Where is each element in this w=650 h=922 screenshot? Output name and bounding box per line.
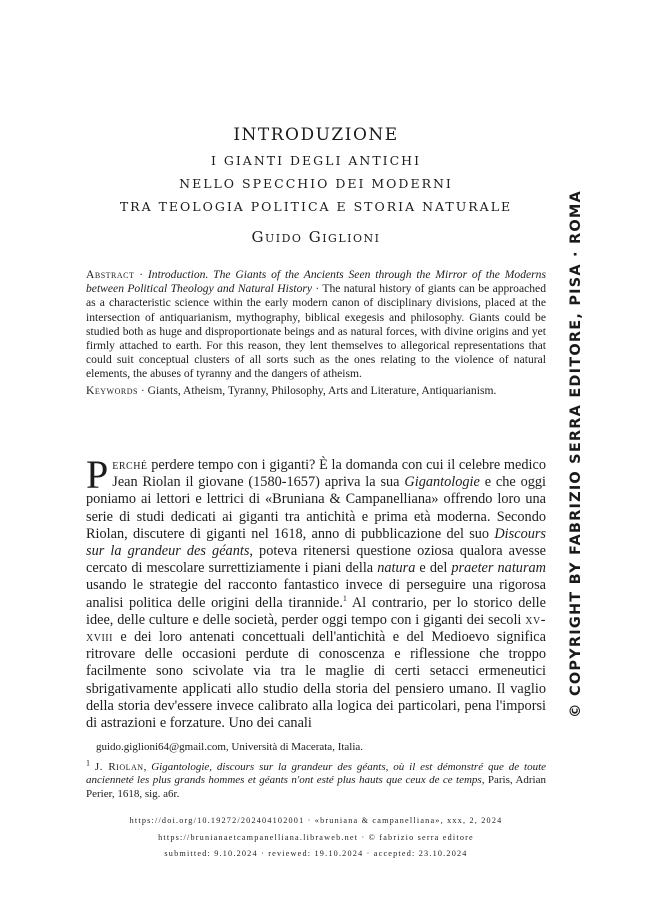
body-text-run: e che oggi poniamo ai lettori e lettrici di «Bruniana & Campanelliana» offrendo loro una serie di studi dedicati ai giganti tra antichità e prima età moderna. Secondo Riolan, discutere di giganti nel 1618, anno di pubblicazione del suo: [86, 474, 547, 542]
author-email-note: guido.giglioni64@gmail.com, Università di Macerata, Italia.: [96, 741, 364, 753]
footnote-number: 1: [86, 757, 90, 767]
footnote-reference[interactable]: 1: [342, 593, 347, 603]
body-text-run: e del: [415, 560, 452, 577]
body-text-run: usando le strategie del racconto fantastico invece di perseguire una rigorosa analisi politica delle origini della tirannide.: [86, 577, 546, 611]
keywords-label: Keywords: [86, 383, 138, 397]
doi-line[interactable]: https://doi.org/10.19272/202404102001 · «bruniana & campanelliana», xxx, 2, 2024: [129, 816, 503, 825]
italic-term: Discours sur la grandeur des géants: [86, 525, 546, 560]
dates-line: submitted: 9.10.2024 · reviewed: 19.10.2024 · accepted: 23.10.2024: [164, 849, 468, 858]
abstract: [86, 268, 546, 398]
footnote-1: [86, 757, 547, 802]
footnote-rest: , Paris, Adrian Perier, 1618, sig. a6r.: [86, 774, 546, 800]
italic-term: Gigantologie: [404, 474, 480, 491]
footnote-separator: ,: [143, 760, 152, 773]
abstract-separator: ·: [134, 268, 148, 281]
body-text-run: , poteva ritenersi questione oziosa qualora avesse cercato di mescolare surrettiziamente i piani della: [86, 543, 546, 577]
body-text-run: Al contrario, per lo storico delle idee, delle culture e delle società, perder oggi tempo con i giganti dei secoli: [86, 594, 547, 628]
first-word: erché: [112, 457, 148, 473]
subtitle-line: TRA TEOLOGIA POLITICA E STORIA NATURALE: [119, 199, 513, 214]
subtitle-line: NELLO SPECCHIO DEI MODERNI: [179, 176, 453, 191]
keywords: [86, 384, 546, 398]
footnote-title: Gigantologie, discours sur la grandeur des géants, où il est démonstré que de toute ancienneté les plus grands hommes et géants n'ont esté plus hauts que ceux de ce temps: [86, 760, 547, 786]
body-text-run: perdere tempo con i giganti? È la domanda con cui il celebre medico Jean Riolan il giovane (1580-1657) apriva la sua: [112, 457, 546, 491]
copyright-sidebar: [566, 190, 586, 718]
author-name: Guido Giglioni: [251, 228, 381, 246]
body-text: [86, 452, 547, 732]
italic-term: praeter naturam: [451, 560, 546, 577]
drop-cap: P: [86, 452, 109, 497]
italic-term: natura: [377, 560, 416, 577]
footnotes: [86, 741, 546, 801]
abstract-english-title: Introduction. The Giants of the Ancients Seen through the Mirror of the Moderns between Political Theology and Natural History: [86, 268, 546, 296]
copyright-text: © COPYRIGHT BY FABRIZIO SERRA EDITORE, PISA · ROMA: [568, 190, 584, 718]
website-line[interactable]: https://brunianaetcampanelliana.libraweb.net · © fabrizio serra editore: [158, 832, 474, 842]
article-title: INTRODUZIONE: [233, 125, 399, 145]
keywords-text: · Giants, Atheism, Tyranny, Philosophy, Arts and Literature, Antiquarianism.: [137, 383, 497, 397]
body-paragraph: [86, 452, 547, 732]
body-text-run: e dei loro antenati concettuali dell'antichità e del Medioevo significa ritrovare delle occasioni perdute di conoscenza e riflessione che troppo facilmente sono scivolate via tra le maglie di certi setacci ermeneutici sbrigativamente applicati allo studio della storia del pensiero umano. Il vaglio della storia dev'essere invece calibrato alla logica dei particolari, pena l'imporsi di astrazioni e forzature. Uno dei canali: [86, 629, 546, 732]
title-block: [86, 124, 546, 248]
publication-info: [86, 813, 546, 863]
subtitle-line: I GIANTI DEGLI ANTICHI: [210, 153, 422, 168]
centuries-smallcaps: xv-xviii: [86, 611, 546, 646]
abstract-label: Abstract: [86, 268, 135, 281]
abstract-text: · The natural history of giants can be approached as a characteristic science within the early modern canon of disciplinary divisions, placed at the intersection of antiquarianism, mythography, biblical exegesis and philosophy. Giants could be studied both as huge and disproportionate beings and as natural forces, with divine origins and yet firmly attached to earth. For this reason, they lent themselves to allegorical representations that could suit conceptual clusters of all sorts such as the ones relating to the violence of natural elements, the abuses of tyranny and the dangers of atheism.: [86, 282, 546, 381]
footnote-author: J. Riolan: [94, 760, 144, 773]
abstract-paragraph: [86, 268, 546, 382]
